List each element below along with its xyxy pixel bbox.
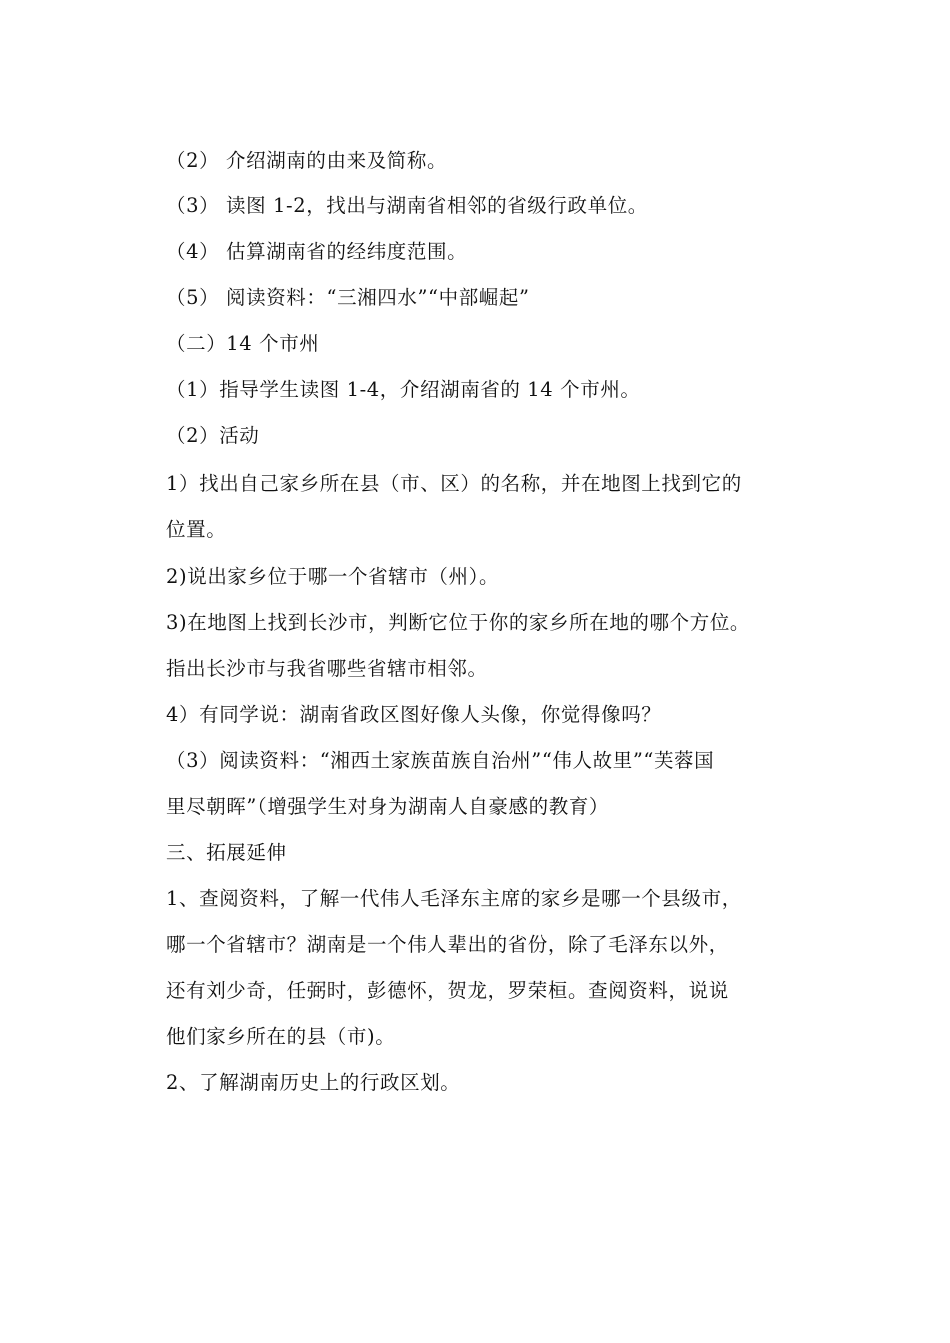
- text-line-extension-2: 2、了解湖南历史上的行政区划。: [166, 1071, 461, 1094]
- text-line-activity-3b: 指出长沙市与我省哪些省辖市相邻。: [166, 657, 488, 680]
- section-heading-extension: 三、拓展延伸: [166, 841, 287, 864]
- text-line-activity-3a: 3)在地图上找到长沙市，判断它位于你的家乡所在地的哪个方位。: [166, 611, 751, 634]
- text-line-cities-map: （1）指导学生读图 1-4，介绍湖南省的 14 个市州。: [166, 378, 641, 401]
- text-line-activity-1a: 1）找出自己家乡所在县（市、区）的名称，并在地图上找到它的: [166, 472, 742, 495]
- text-line-reading-1: （5） 阅读资料：“三湘四水”“中部崛起”: [166, 286, 530, 309]
- text-line-coordinates: （4） 估算湖南省的经纬度范围。: [166, 240, 468, 263]
- text-line-activity: （2）活动: [166, 424, 260, 447]
- text-line-activity-2: 2)说出家乡位于哪一个省辖市（州）。: [166, 565, 500, 588]
- section-heading-cities: （二）14 个市州: [166, 332, 320, 355]
- text-line-activity-1b: 位置。: [166, 518, 227, 541]
- text-line-extension-1d: 他们家乡所在的县（市)。: [166, 1025, 396, 1048]
- text-line-extension-1c: 还有刘少奇，任弼时，彭德怀，贺龙，罗荣桓。查阅资料，说说: [166, 979, 729, 1002]
- text-line-activity-4: 4）有同学说：湖南省政区图好像人头像，你觉得像吗？: [166, 703, 662, 726]
- text-line-reading-2b: 里尽朝晖”（增强学生对身为湖南人自豪感的教育）: [166, 795, 610, 818]
- text-line-intro-name: （2） 介绍湖南的由来及简称。: [166, 149, 448, 172]
- text-line-extension-1a: 1、查阅资料，了解一代伟人毛泽东主席的家乡是哪一个县级市，: [166, 887, 742, 910]
- text-line-reading-2a: （3）阅读资料：“湘西土家族苗族自治州”“伟人故里”“芙蓉国: [166, 749, 715, 772]
- text-line-neighbors: （3） 读图 1-2，找出与湖南省相邻的省级行政单位。: [166, 194, 648, 217]
- text-line-extension-1b: 哪一个省辖市？湖南是一个伟人辈出的省份，除了毛泽东以外，: [166, 933, 729, 956]
